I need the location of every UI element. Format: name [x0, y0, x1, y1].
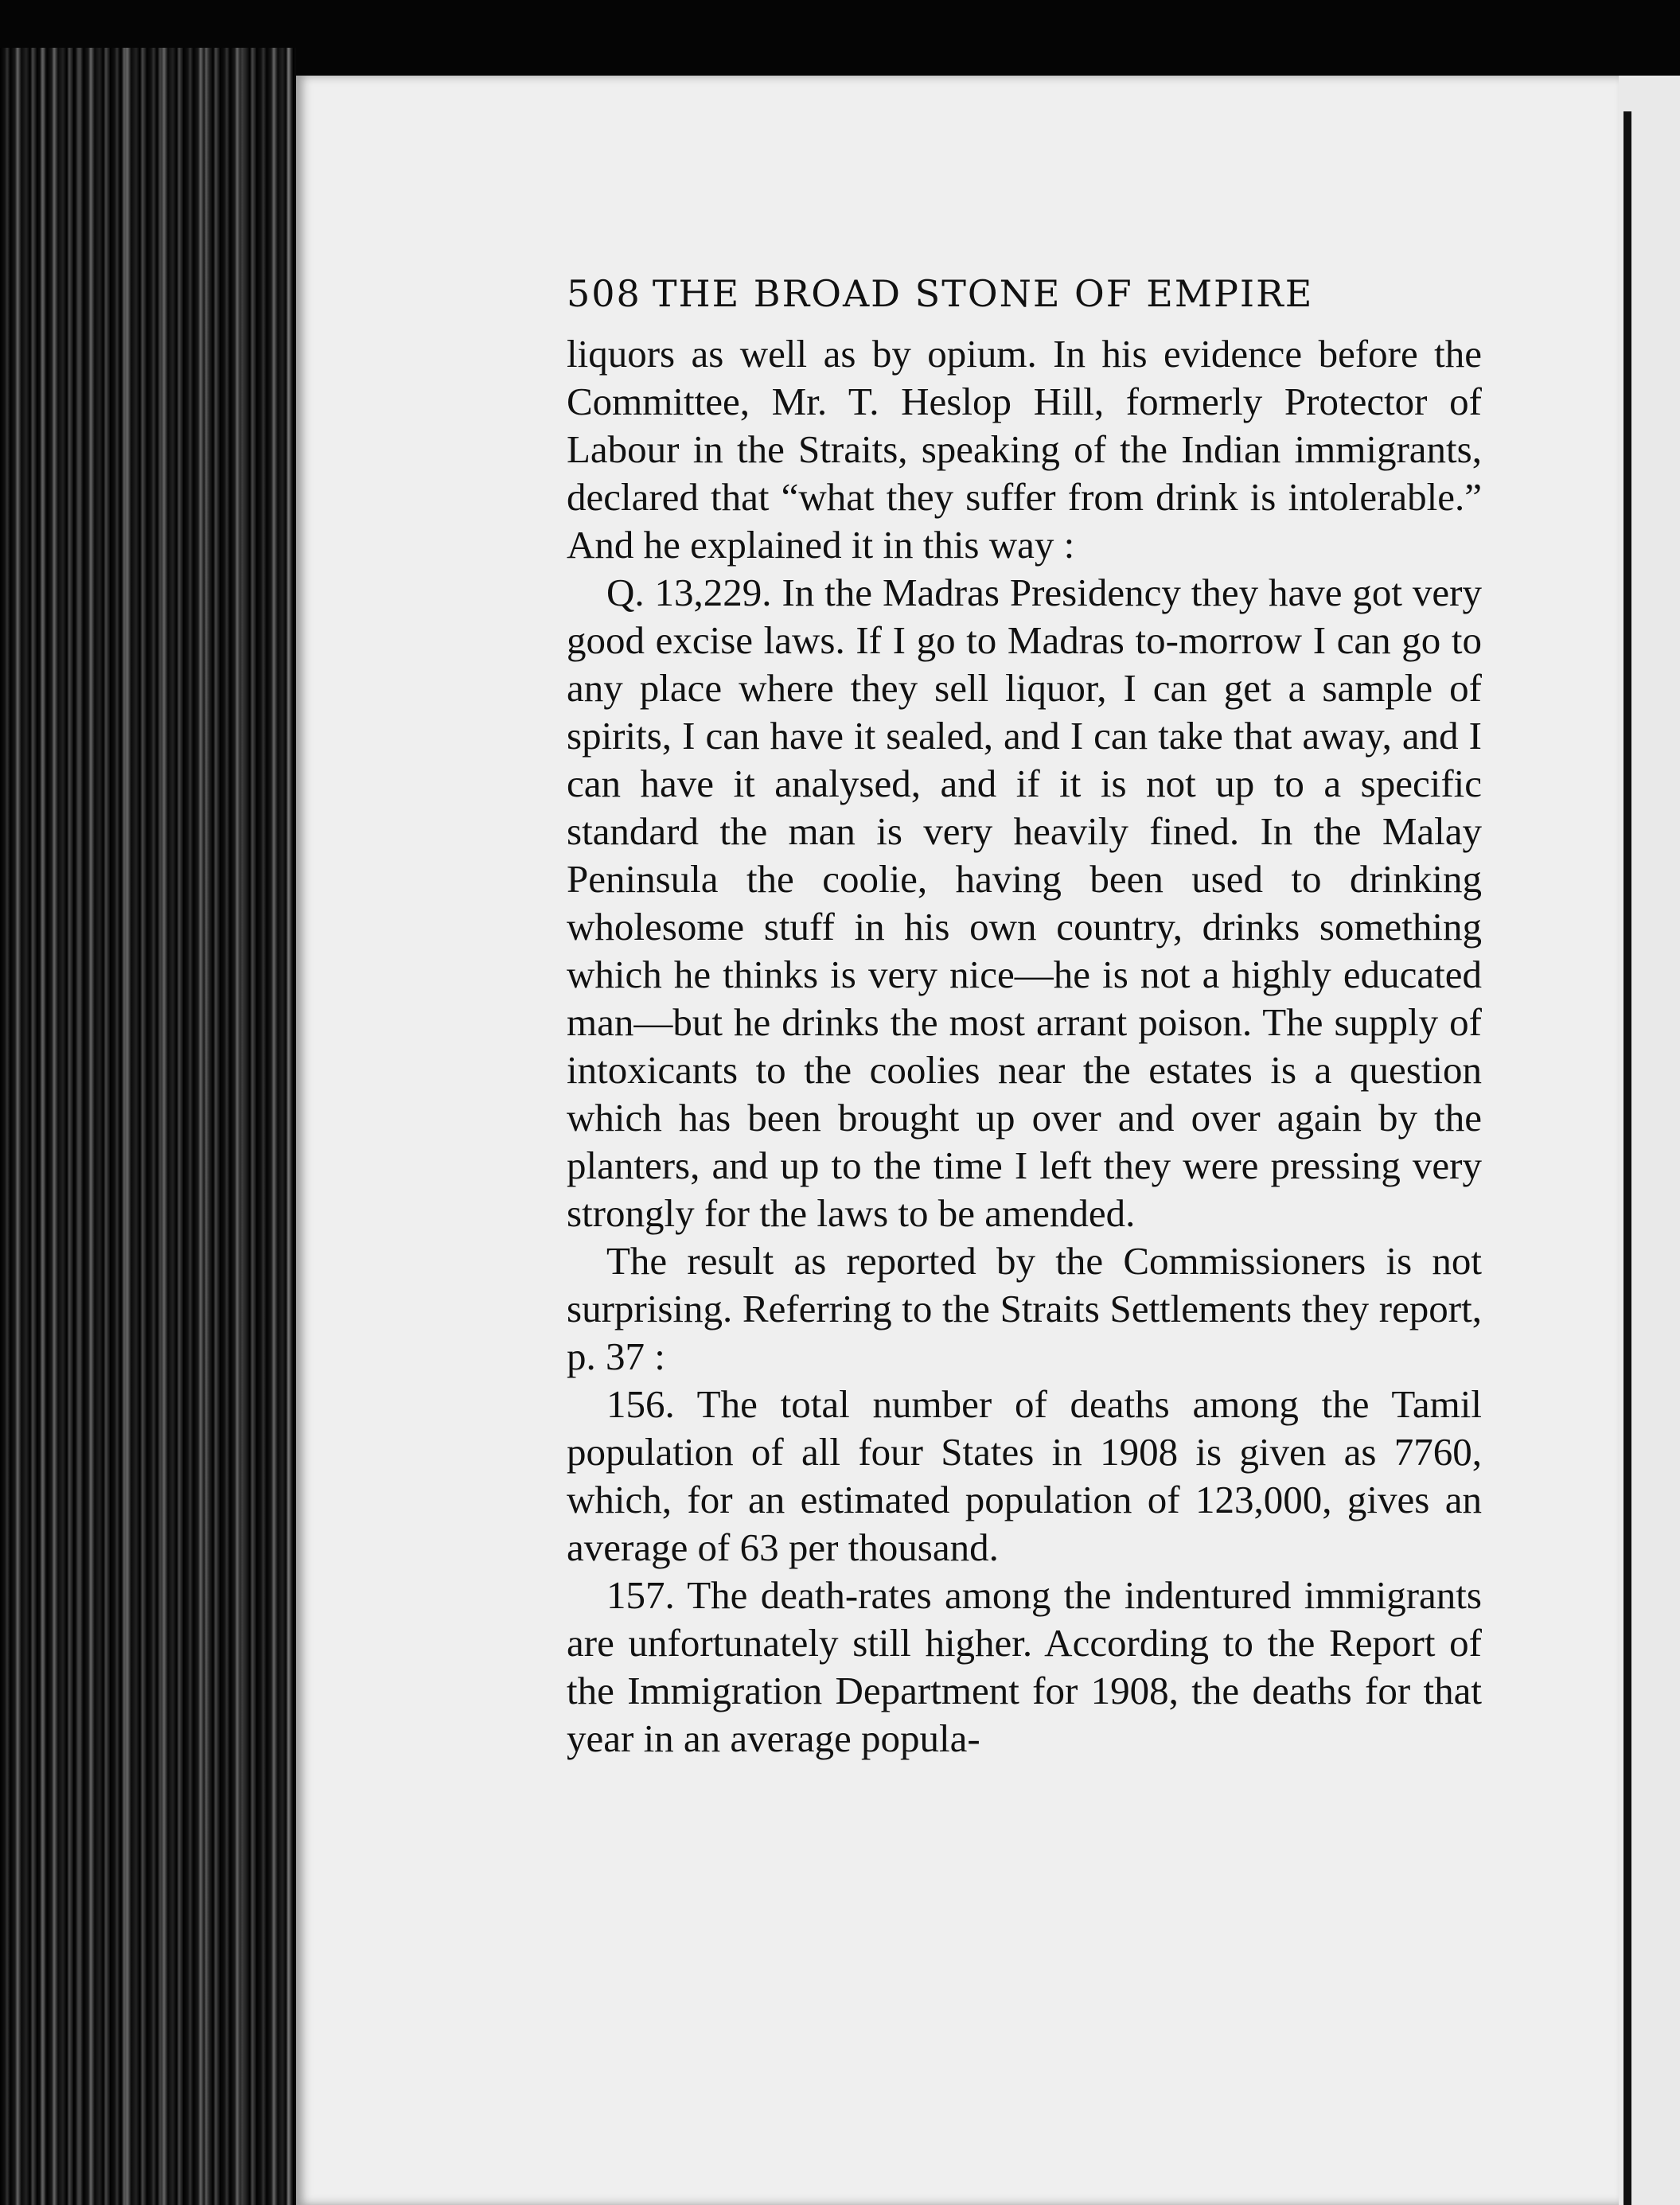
paragraph-1: liquors as well as by opium. In his evidence before the Committee, Mr. T. Heslop Hill, formerly Protector of Labour in the Straits, speaking of the Indian immigrants, declared that “what they suffer from drink is intolerable.” And he explained it in this way :: [567, 332, 1482, 567]
page-text-block: [567, 267, 1482, 1763]
paragraph-3: The result as reported by the Commissioners is not surprising. Referring to the Straits Settlements they report, p. 37 :: [567, 1239, 1482, 1378]
book-title: THE BROAD STONE OF EMPIRE: [652, 272, 1314, 315]
paragraph-2-quoted-evidence: Q. 13,229. In the Madras Presidency they have got very good excise laws. If I go to Madras to-morrow I can go to any place where they sell liquor, I can get a sample of spirits, I can have it sealed, and I can take that away, and I can have it analysed, and if it is not up to a specific standard the man is very heavily fined. In the Malay Peninsula the coolie, having been used to drinking wholesome stuff in his own country, drinks something which he thinks is very nice—he is not a highly educated man—but he drinks the most arrant poison. The supply of intoxicants to the coolies near the estates is a question which has been brought up over and over again by the planters, and up to the time I left they were pressing very strongly for the laws to be amended.: [567, 571, 1482, 1235]
page-edge-line: [1623, 111, 1631, 2205]
paragraph-5-item-157: 157. The death-rates among the indentured immigrants are unfortunately still higher. According to the Report of the Immigration Department for 1908, the deaths for that year in an average popula-: [567, 1573, 1482, 1760]
running-head: [567, 267, 1482, 330]
book-binding-gutter: [0, 48, 296, 2205]
page-number: 508: [567, 272, 641, 315]
paragraph-4-item-156: 156. The total number of deaths among the Tamil population of all four States in 1908 is given as 7760, which, for an estimated population of 123,000, gives an average of 63 per thousand.: [567, 1382, 1482, 1569]
